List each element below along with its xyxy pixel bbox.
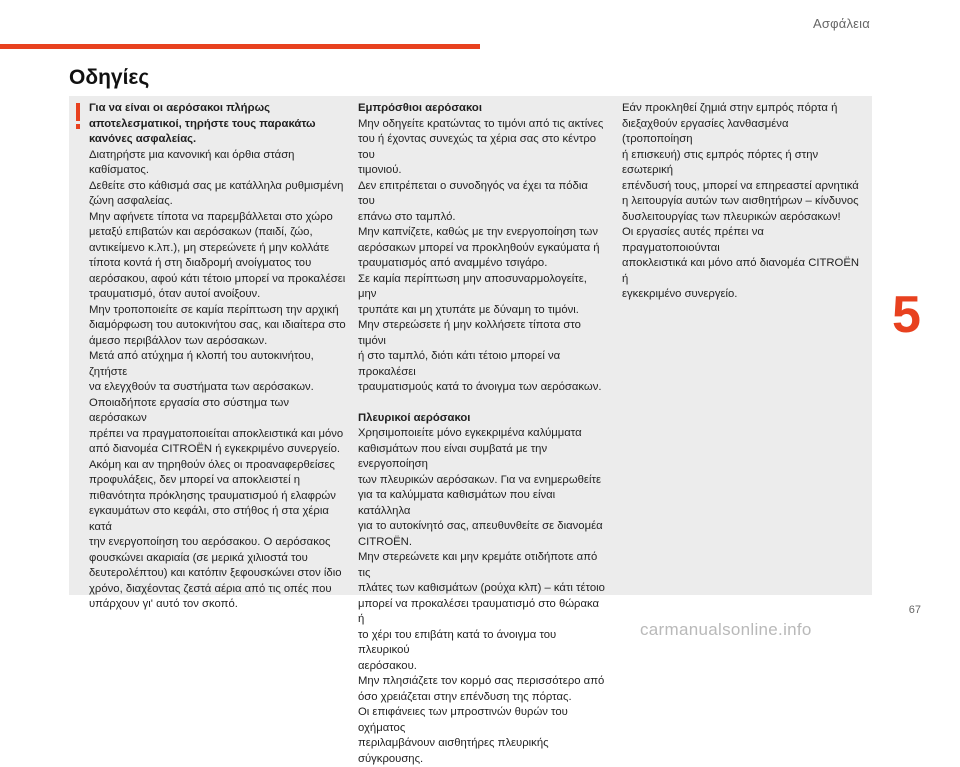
- column-2: [358, 101, 606, 767]
- column-1: [89, 101, 349, 613]
- door-sensors-body: Εάν προκληθεί ζημιά στην εμπρός πόρτα ή διεξαχθούν εργασίες λανθασμένα (τροποποίηση ή επισκευή) στις εμπρός πόρτες ή στην εσωτερική επένδυσή τους, μπορεί να επηρεαστεί αρνητικά η λειτουργία αυτών των αισθητήρων – κίνδυνος δυσλειτουργίας των πλευρικών αερόσακων! Οι εργασίες αυτές πρέπει να πραγματοποιούνται αποκλειστικά και μόνο από διανομέα CITROËN ή εγκεκριμένο συνεργείο.: [622, 102, 860, 300]
- exclamation-icon: [75, 103, 81, 129]
- top-accent-rule: [0, 44, 480, 49]
- side-airbags-body: Χρησιμοποιείτε μόνο εγκεκριμένα καλύμματα καθισμάτων που είναι συμβατά με την ενεργοποίηση των πλευρικών αερόσακων. Για να ενημερωθείτε για τα καλύμματα καθισμάτων που είναι κατάλληλα για το αυτοκίνητό σας, απευθυνθείτε σε διανομέα CITROËN. Μην στερεώνετε και μην κρεμάτε οτιδήποτε από τις πλάτες των καθισμάτων (ρούχα κλπ) – κάτι τέτοιο μπορεί να προκαλέσει τραυματισμό στο θώρακα ή το χέρι του επιβάτη κατά το άνοιγμα του πλευρικού αερόσακου. Μην πλησιάζετε τον κορμό σας περισσότερο από όσο χρειάζεται στην επένδυση της πόρτας. Οι επιφάνειες των μπροστινών θυρών του οχήματος περιλαμβάνουν αισθητήρες πλευρικής σύγκρουσης.: [358, 427, 605, 765]
- chapter-number: 5: [892, 286, 921, 344]
- watermark: carmanualsonline.info: [640, 620, 812, 639]
- front-airbags-body: Μην οδηγείτε κρατώντας το τιμόνι από τις ακτίνες του ή έχοντας συνεχώς τα χέρια σας στο κέντρο του τιμονιού. Δεν επιτρέπεται ο συνοδηγός να έχει τα πόδια του επάνω στο ταμπλό. Μην καπνίζετε, καθώς με την ενεργοποίηση των αερόσακων μπορεί να προκληθούν εγκαύματα ή τραυματισμός από αναμμένο τσιγάρο. Σε καμία περίπτωση μην αποσυναρμολογείτε, μην τρυπάτε και μη χτυπάτε με δύναμη το τιμόνι. Μην στερεώσετε ή μην κολλήσετε τίποτα στο τιμόνι ή στο ταμπλό, διότι κάτι τέτοιο μπορεί να προκαλέσει τραυματισμούς κατά το άνοιγμα των αερόσακων.: [358, 117, 604, 393]
- page-number: 67: [908, 604, 921, 616]
- section-title: Ασφάλεια: [813, 16, 870, 31]
- warning-heading: Για να είναι οι αερόσακοι πλήρως αποτελεσματικοί, τηρήστε τους παρακάτω κανόνες ασφαλείας.: [89, 102, 316, 145]
- warning-body: Διατηρήστε μια κανονική και όρθια στάση καθίσματος. Δεθείτε στο κάθισμά σας με κατάλληλα ρυθμισμένη ζώνη ασφαλείας. Μην αφήνετε τίποτα να παρεμβάλλεται στο χώρο μεταξύ επιβατών και αερόσακων (παιδί, ζώο, αντικείμενο κ.λπ.), μη στερεώνετε ή μην κολλάτε τίποτα κοντά ή στη διαδρομή ανοίγματος του αερόσακου, αφού κάτι τέτοιο μπορεί να προκαλέσει τραυματισμό, όταν αυτοί ανοίξουν. Μην τροποποιείτε σε καμία περίπτωση την αρχική διαμόρφωση του αυτοκινήτου σας, και ιδιαίτερα στο άμεσο περιβάλλον των αερόσακων. Μετά από ατύχημα ή κλοπή του αυτοκινήτου, ζητήστε να ελεγχθούν τα συστήματα των αερόσακων. Οποιαδήποτε εργασία στο σύστημα των αερόσακων πρέπει να πραγματοποιείται αποκλειστικά και μόνο από διανομέα CITROËN ή εγκεκριμένο συνεργείο. Ακόμη και αν τηρηθούν όλες οι προαναφερθείσες προφυλάξεις, δεν μπορεί να αποκλειστεί η πιθανότητα πρόκλησης τραυματισμού ή ελαφρών εγκαυμάτων στο κεφάλι, στο στήθος ή στα χέρια κατά την ενεργοποίηση του αερόσακου. Ο αερόσακος φουσκώνει ακαριαία (σε μερικά χιλιοστά του δευτερολέπτου) και κατόπιν ξεφουσκώνει στον ίδιο χρόνο, διαχέοντας ζεστά αέρια από τις οπές που υπάρχουν γι' αυτό τον σκοπό.: [89, 148, 346, 610]
- column-3: [622, 101, 860, 303]
- side-airbags-heading: Πλευρικοί αερόσακοι: [358, 411, 471, 424]
- page-title: Οδηγίες: [69, 66, 150, 89]
- front-airbags-heading: Εμπρόσθιοι αερόσακοι: [358, 102, 482, 114]
